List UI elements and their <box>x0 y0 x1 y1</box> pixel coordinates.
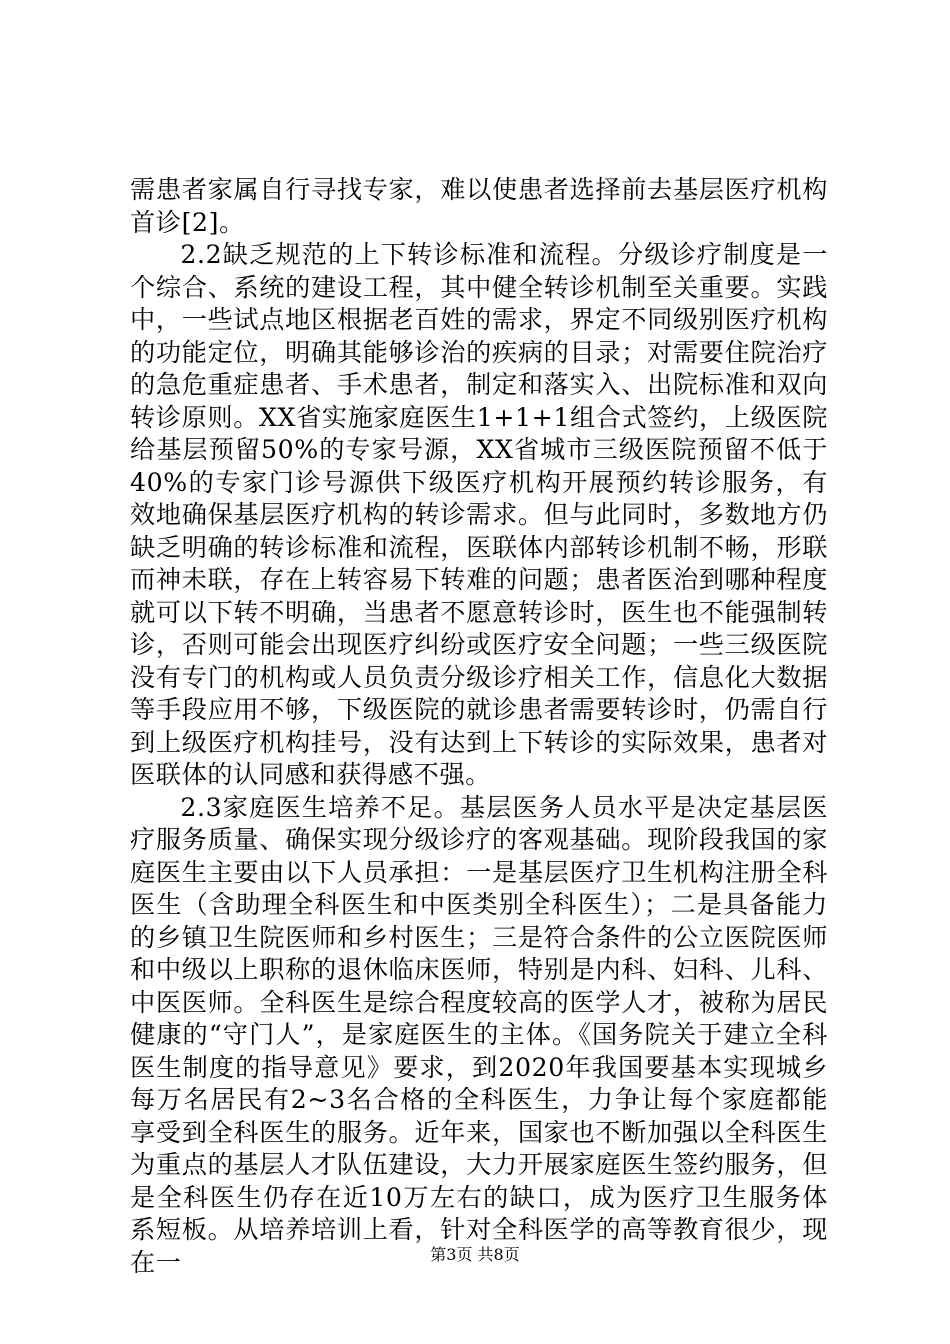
paragraph-referral-standards: 2.2缺乏规范的上下转诊标准和流程。分级诊疗制度是一个综合、系统的建设工程，其中健全转诊机制至关重要。实践中，一些试点地区根据老百姓的需求，界定不同级别医疗机构的功能定位，明确其能够诊治的疾病的目录；对需要住院治疗的急危重症患者、手术患者，制定和落实入、出院标准和双向转诊原则。XX省实施家庭医生1+1+1组合式签约，上级医院给基层预留50%的专家号源，XX省城市三级医院预留不低于40%的专家门诊号源供下级医疗机构开展预约转诊服务，有效地确保基层医疗机构的转诊需求。但与此同时，多数地方仍缺乏明确的转诊标准和流程，医联体内部转诊机制不畅，形联而神未联，存在上转容易下转难的问题；患者医治到哪种程度就可以下转不明确，当患者不愿意转诊时，医生也不能强制转诊，否则可能会出现医疗纠纷或医疗安全问题；一些三级医院没有专门的机构或人员负责分级诊疗相关工作，信息化大数据等手段应用不够，下级医院的就诊患者需要转诊时，仍需自行到上级医疗机构挂号，没有达到上下转诊的实际效果，患者对医联体的认同感和获得感不强。 <box>130 240 828 789</box>
paragraph-continuation: 需患者家属自行寻找专家，难以使患者选择前去基层医疗机构首诊[2]。 <box>130 175 828 237</box>
paragraph-family-doctor-training: 2.3家庭医生培养不足。基层医务人员水平是决定基层医疗服务质量、确保实现分级诊疗的客观基础。现阶段我国的家庭医生主要由以下人员承担：一是基层医疗卫生机构注册全科医生（含助理全科医生和中医类别全科医生）；二是具备能力的乡镇卫生院医师和乡村医生；三是符合条件的公立医院医师和中级以上职称的退休临床医师，特别是内科、妇科、儿科、中医医师。全科医生是综合程度较高的医学人才，被称为居民健康的“守门人”，是家庭医生的主体。《国务院关于建立全科医生制度的指导意见》要求，到2020年我国要基本实现城乡每万名居民有2~3名合格的全科医生，力争让每个家庭都能享受到全科医生的服务。近年来，国家也不断加强以全科医生为重点的基层人才队伍建设，大力开展家庭医生签约服务，但是全科医生仍存在近10万左右的缺口，成为医疗卫生服务体系短板。从培养培训上看，针对全科医学的高等教育很少，现在一 <box>130 792 828 1277</box>
page-footer: 第3页 共8页 <box>430 1245 520 1264</box>
document-body <box>130 174 828 1279</box>
